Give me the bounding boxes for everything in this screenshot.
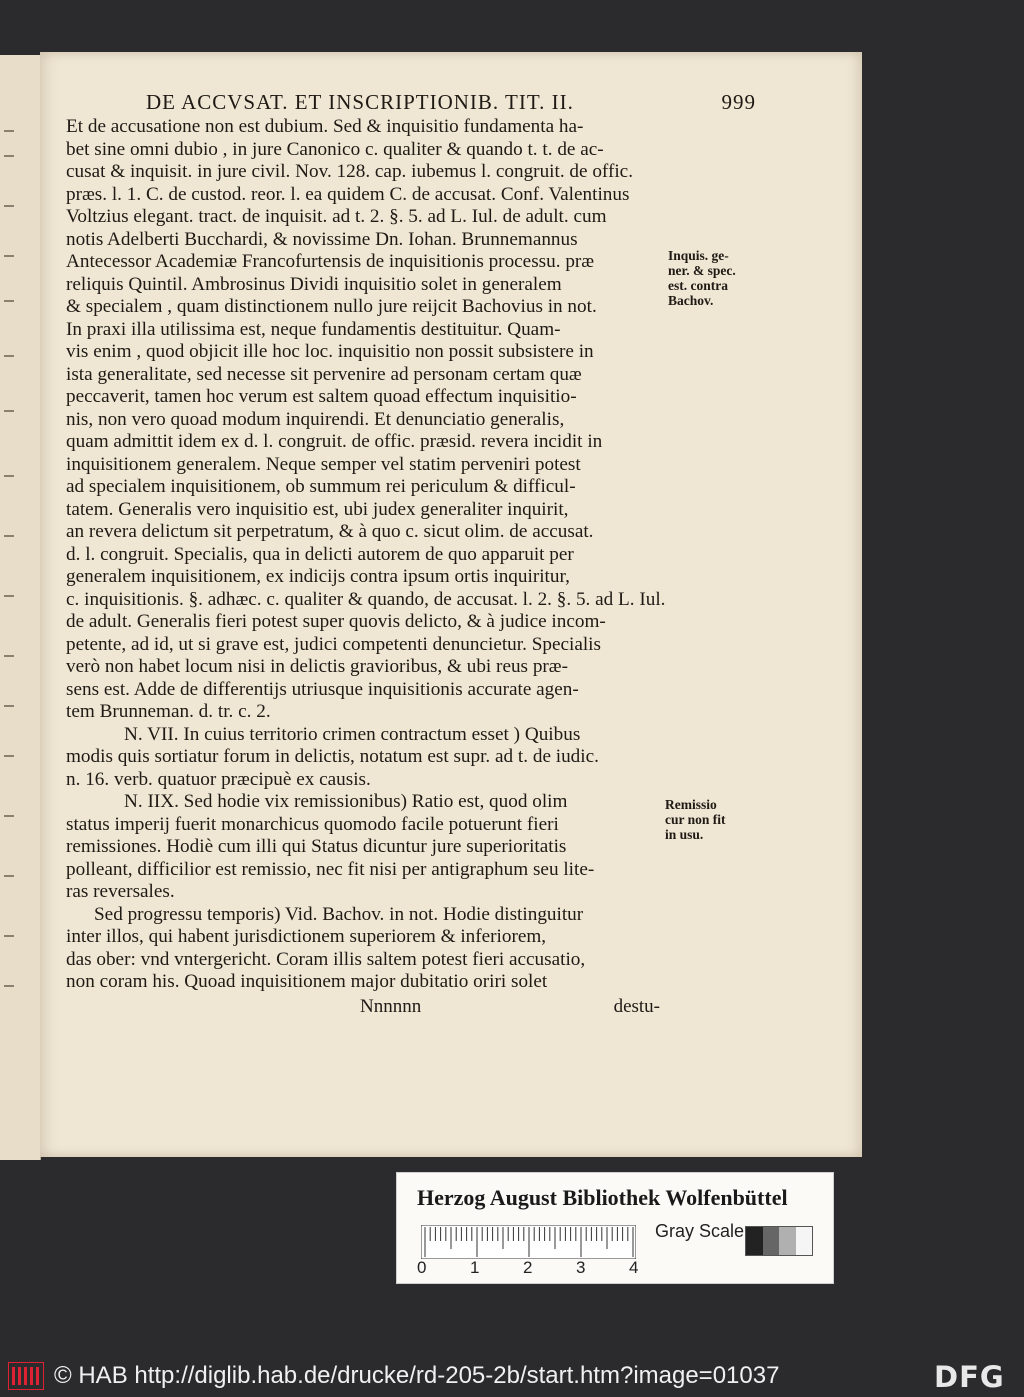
marginal-note-inquisitio bbox=[668, 248, 736, 308]
marginal-line: Inquis. ge- bbox=[668, 248, 729, 263]
ruler-digit: 4 bbox=[629, 1258, 639, 1277]
ruler-digit: 2 bbox=[523, 1258, 533, 1277]
ruler-digits bbox=[417, 1258, 647, 1278]
ruler bbox=[421, 1225, 636, 1259]
text-line: generalem inquisitionem, ex indicijs contra ipsum ortis inquiritur, bbox=[66, 566, 570, 587]
text-line: das ober: vnd vntergericht. Coram illis saltem potest fieri accusatio, bbox=[66, 948, 586, 970]
text-line: reliquis Quintil. Ambrosinus Dividi inquisitio solet in generalem bbox=[66, 273, 562, 295]
text-line: inter illos, qui habent jurisdictionem superiorem & inferiorem, bbox=[66, 926, 547, 947]
text-line: N. VII. In cuius territorio crimen contractum esset ) Quibus bbox=[124, 723, 581, 745]
text-line: Voltzius elegant. tract. de inquisit. ad t. 2. §. 5. ad L. Iul. de adult. cum bbox=[66, 206, 607, 227]
gray-scale-label: Gray Scale bbox=[655, 1221, 745, 1241]
text-line: non coram his. Quoad inquisitionem major dubitatio oriri solet bbox=[66, 971, 548, 992]
text-line: nis, non vero quoad modum inquirendi. Et denunciatio generalis, bbox=[66, 408, 565, 430]
text-line: an revera delictum sit perpetratum, & à quo c. sicut olim. de accusat. bbox=[66, 521, 594, 542]
text-line: c. inquisitionis. §. adhæc. c. qualiter & quando, de accusat. l. 2. §. 5. ad L. Iul. bbox=[66, 588, 666, 610]
footer-bar bbox=[0, 1356, 1024, 1397]
catchword: destu- bbox=[613, 996, 660, 1017]
text-line: polleant, difficilior est remissio, nec fit nisi per antigraphum seu lite- bbox=[66, 858, 595, 880]
ruler-ticks bbox=[421, 1225, 636, 1259]
text-line: ad specialem inquisitionem, ob summum rei periculum & difficul- bbox=[66, 476, 576, 497]
text-line: n. 16. verb. quatuor præcipuè ex causis. bbox=[66, 768, 371, 790]
marginal-note-remissio bbox=[665, 797, 726, 842]
body-text bbox=[66, 116, 666, 994]
text-line: sens est. Adde de differentijs utriusque inquisitionis accurate agen- bbox=[66, 678, 579, 700]
text-line: inquisitionem generalem. Neque semper vel statim perveniri potest bbox=[66, 453, 581, 475]
color-calibration-card bbox=[396, 1172, 834, 1284]
library-name: Herzog August Bibliothek Wolfenbüttel bbox=[417, 1185, 788, 1210]
text-line: status imperij fuerit monarchicus quomodo facile potuerunt fieri bbox=[66, 813, 559, 835]
text-line: remissiones. Hodiè cum illi qui Status dicuntur jure superioritatis bbox=[66, 836, 567, 857]
text-line: ista generalitate, sed necesse sit pervenire ad personam certam quæ bbox=[66, 363, 582, 385]
text-line: petente, ad id, ut si grave est, judici competenti denuncietur. Specialis bbox=[66, 633, 601, 655]
text-line: tem Brunneman. d. tr. c. 2. bbox=[66, 701, 271, 722]
text-line: In praxi illa utilissima est, neque fundamentis destituitur. Quam- bbox=[66, 318, 561, 340]
ruler-digit: 0 bbox=[417, 1258, 427, 1277]
ruler-digit: 1 bbox=[470, 1258, 480, 1277]
text-line: modis quis sortiatur forum in delictis, notatum est supr. ad t. de iudic. bbox=[66, 746, 599, 767]
swatch-cell bbox=[796, 1227, 813, 1255]
text-line: verò non habet locum nisi in delictis gravioribus, & ubi reus præ- bbox=[66, 656, 568, 677]
gray-swatch bbox=[745, 1226, 813, 1256]
text-line: ras reversales. bbox=[66, 881, 175, 902]
text-line: Et de accusatione non est dubium. Sed & inquisitio fundamenta ha- bbox=[66, 116, 584, 137]
text-line: vis enim , quod objicit ille hoc loc. inquisitio non possit subsistere in bbox=[66, 341, 594, 362]
swatch-cell bbox=[746, 1227, 763, 1255]
ruler-digit: 3 bbox=[576, 1258, 586, 1277]
footer-credit-link[interactable]: © HAB http://diglib.hab.de/drucke/rd-205-2b/start.htm?image=01037 bbox=[54, 1362, 780, 1389]
text-line: & specialem , quam distinctionem nullo jure reijcit Bachovius in not. bbox=[66, 296, 597, 317]
swatch-cell bbox=[763, 1227, 780, 1255]
marginal-line: ner. & spec. bbox=[668, 263, 736, 278]
text-line: notis Adelberti Bucchardi, & novissime Dn. Iohan. Brunnemannus bbox=[66, 228, 578, 250]
text-line: tatem. Generalis vero inquisitio est, ubi judex generaliter inquirit, bbox=[66, 498, 569, 520]
marginal-line: est. contra bbox=[668, 278, 728, 293]
text-line: d. l. congruit. Specialis, qua in delicti autorem de quo apparuit per bbox=[66, 543, 574, 565]
running-head bbox=[146, 90, 756, 115]
facing-page-edge bbox=[0, 55, 41, 1160]
marginal-line: Remissio bbox=[665, 797, 717, 812]
text-line: præs. l. 1. C. de custod. reor. l. ea quidem C. de accusat. Conf. Valentinus bbox=[66, 183, 630, 205]
text-line: de adult. Generalis fieri potest super quovis delicto, & à judice incom- bbox=[66, 611, 606, 632]
marginal-line: in usu. bbox=[665, 827, 704, 842]
page-number: 999 bbox=[721, 90, 756, 114]
text-line: quam admittit idem ex d. l. congruit. de offic. præsid. revera incidit in bbox=[66, 431, 603, 452]
running-head-title: DE ACCVSAT. ET INSCRIPTIONIB. TIT. II. bbox=[146, 90, 574, 114]
text-line: Sed progressu temporis) Vid. Bachov. in not. Hodie distinguitur bbox=[94, 903, 584, 925]
swatch-cell bbox=[779, 1227, 796, 1255]
text-line: bet sine omni dubio , in jure Canonico c. qualiter & quando t. t. de ac- bbox=[66, 138, 604, 160]
hab-logo-icon bbox=[8, 1362, 44, 1390]
signature-line bbox=[360, 996, 660, 1018]
dfg-logo: DFG bbox=[934, 1360, 1005, 1394]
text-line: cusat & inquisit. in jure civil. Nov. 128. cap. iubemus l. congruit. de offic. bbox=[66, 161, 633, 182]
text-line: Antecessor Academiæ Francofurtensis de inquisitionis processu. præ bbox=[66, 251, 595, 272]
marginal-line: Bachov. bbox=[668, 293, 714, 308]
text-line: peccaverit, tamen hoc verum est saltem quoad effectum inquisitio- bbox=[66, 386, 577, 407]
marginal-line: cur non fit bbox=[665, 812, 726, 827]
book-page bbox=[40, 52, 862, 1157]
signature-mark: Nnnnnn bbox=[360, 996, 422, 1017]
text-line: N. IIX. Sed hodie vix remissionibus) Ratio est, quod olim bbox=[124, 791, 568, 812]
